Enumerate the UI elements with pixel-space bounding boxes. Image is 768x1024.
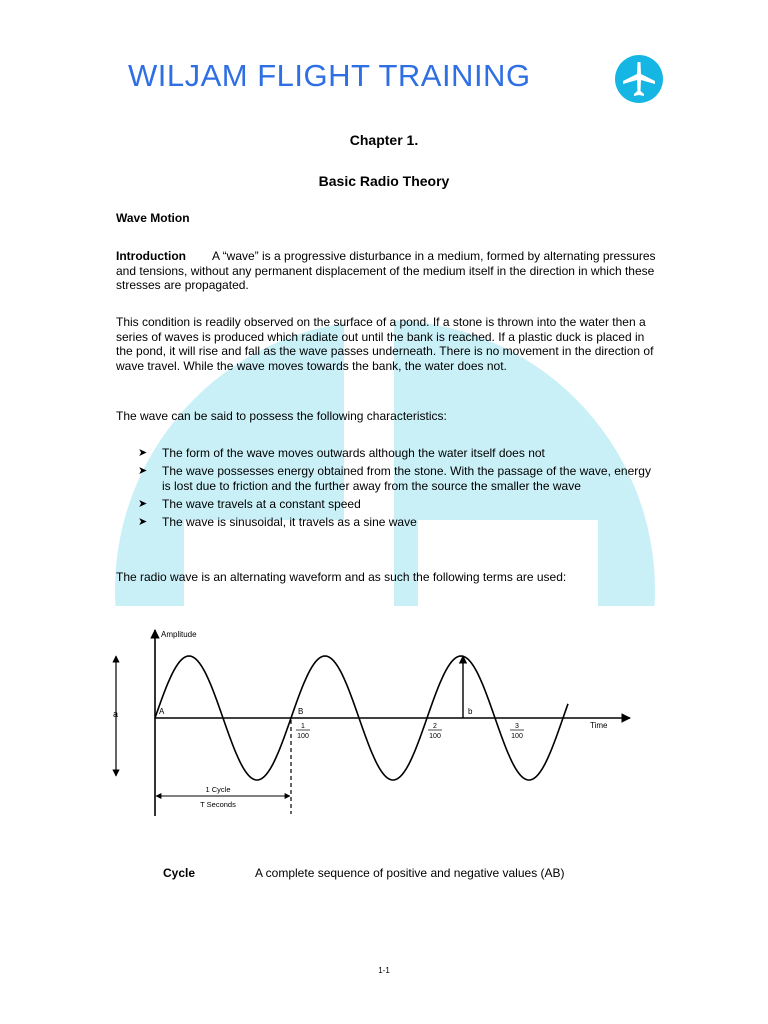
list-item: ➤ The wave is sinusoidal, it travels as a sine wave [138,514,417,529]
peak-label: b [468,707,473,716]
intro-text: A “wave” is a progressive disturbance in a medium, formed by alternating pressures and tensions, without any permanent displacement of the medium itself in the direction in which these stresses are propagated. [116,249,656,292]
arrow-bullet-icon: ➤ [138,465,148,477]
arrow-bullet-icon: ➤ [138,497,148,510]
arrow-bullet-icon: ➤ [138,447,148,459]
paragraph-characteristics: The wave can be said to possess the following characteristics: [116,409,447,423]
list-item: ➤ The wave possesses energy obtained from the stone. With the passage of the wave, energy is lost due to friction and the further away from the source the smaller the wave [138,464,651,493]
tick-2-100 [428,723,442,740]
section-title: Basic Radio Theory [318,173,450,189]
page-number: 1-1 [378,966,390,975]
brand-title: WILJAM FLIGHT TRAINING [128,58,531,93]
point-b-label: B [298,707,304,716]
svg-text:100: 100 [297,733,309,740]
chapter-heading: Chapter 1. [349,132,419,148]
period-label: T Seconds [200,800,236,809]
svg-text:100: 100 [511,733,523,740]
sine-wave-diagram [100,620,640,820]
tick-1-100 [296,723,310,740]
airplane-icon [614,54,664,104]
list-item: ➤ The wave travels at a constant speed [138,496,361,511]
paragraph-pond: This condition is readily observed on the surface of a pond. If a stone is thrown into the water then a series of waves is produced which radiate out until the bank is reached. If a plastic duck is placed in the pond, it will rise and fall as the wave passes underneath. There is no movement in the direction of wave travel. While the wave moves towards the bank, the water does not. [116,315,654,373]
definition-term: Cycle [163,866,196,880]
svg-text:3: 3 [515,723,519,730]
definition-text: A complete sequence of positive and negative values (AB) [255,866,565,880]
subheading: Wave Motion [116,211,190,225]
point-a-label: A [159,707,165,716]
arrow-bullet-icon: ➤ [138,515,148,528]
intro-label: Introduction [116,249,186,263]
x-axis-label: Time [590,721,608,730]
amplitude-label: a [113,709,119,719]
characteristics-list [138,446,656,533]
svg-text:1: 1 [301,723,305,730]
y-axis-label: Amplitude [161,630,197,639]
intro-paragraph [116,249,656,293]
cycle-label: 1 Cycle [205,785,231,794]
tick-3-100 [510,723,524,740]
list-item: ➤ The form of the wave moves outwards although the water itself does not [138,446,545,460]
svg-text:100: 100 [429,733,441,740]
svg-text:2: 2 [433,723,437,730]
paragraph-terms: The radio wave is an alternating waveform and as such the following terms are used: [116,570,567,584]
